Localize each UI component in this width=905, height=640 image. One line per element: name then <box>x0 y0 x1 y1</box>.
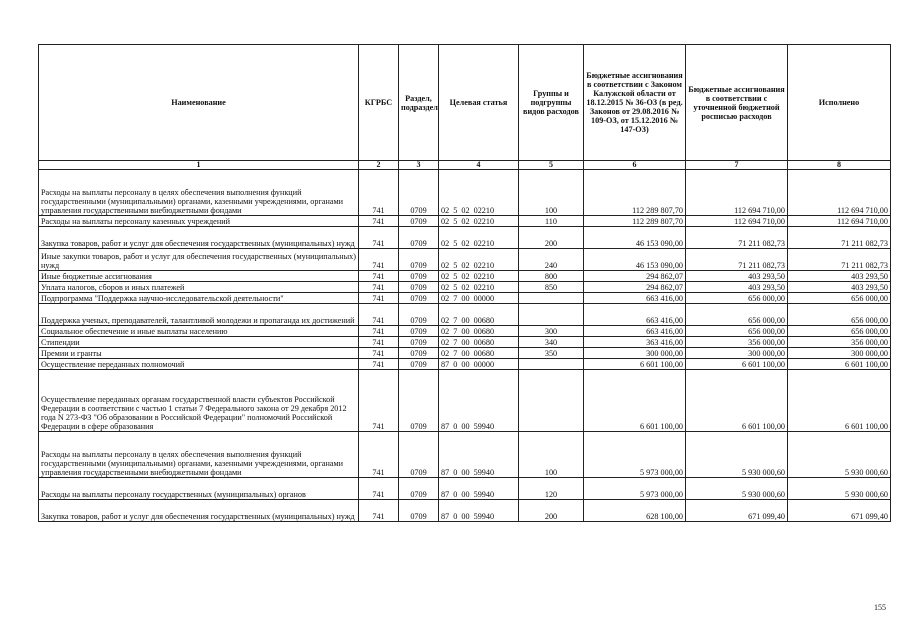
row-section: 0709 <box>399 282 439 293</box>
budget-table <box>38 44 891 522</box>
row-law-allocation: 112 289 807,70 <box>584 170 686 216</box>
header-executed: Исполнено <box>788 45 891 161</box>
row-executed: 71 211 082,73 <box>788 249 891 271</box>
row-executed: 5 930 000,60 <box>788 478 891 500</box>
row-law-allocation: 5 973 000,00 <box>584 432 686 478</box>
row-target: 02 5 02 02210 <box>439 170 519 216</box>
header-law-allocations: Бюджетные ассигнования в соответствии с Законом Калужской области от 18.12.2015 № 36-ОЗ (в ред. Законов от 29.08.2016 № 109-ОЗ, от 15.12.2016 № 147-ОЗ) <box>584 45 686 161</box>
row-section: 0709 <box>399 216 439 227</box>
row-refined-allocation: 656 000,00 <box>686 293 788 304</box>
row-executed: 6 601 100,00 <box>788 359 891 370</box>
header-row <box>39 45 891 161</box>
row-target: 87 0 00 59940 <box>439 432 519 478</box>
row-law-allocation: 46 153 090,00 <box>584 249 686 271</box>
row-group <box>519 370 584 432</box>
row-kgrbs: 741 <box>359 170 399 216</box>
row-target: 02 5 02 02210 <box>439 282 519 293</box>
row-target: 02 5 02 02210 <box>439 249 519 271</box>
row-group: 100 <box>519 170 584 216</box>
row-executed: 656 000,00 <box>788 326 891 337</box>
table-row <box>39 337 891 348</box>
row-refined-allocation: 671 099,40 <box>686 500 788 522</box>
row-executed: 112 694 710,00 <box>788 170 891 216</box>
row-kgrbs: 741 <box>359 500 399 522</box>
row-executed: 300 000,00 <box>788 348 891 359</box>
row-target: 87 0 00 59940 <box>439 370 519 432</box>
column-number-row <box>39 161 891 170</box>
row-target: 87 0 00 59940 <box>439 478 519 500</box>
row-refined-allocation: 5 930 000,60 <box>686 478 788 500</box>
col-number: 5 <box>519 161 584 170</box>
header-kgrbs: КГРБС <box>359 45 399 161</box>
row-group: 100 <box>519 432 584 478</box>
row-executed: 403 293,50 <box>788 282 891 293</box>
row-name: Осуществление переданных органам государственной власти субъектов Российской Федерации в соответствии с частью 1 статьи 7 Федерального закона от 29 декабря 2012 года N 273-ФЗ "Об образовании в Российской Федерации" полномочий Российской Федерации в сфере образования <box>39 370 359 432</box>
header-groups: Группы и подгруппы видов расходов <box>519 45 584 161</box>
row-kgrbs: 741 <box>359 271 399 282</box>
row-name: Расходы на выплаты персоналу в целях обеспечения выполнения функций государственными (муниципальными) органами, казенными учреждениями, органами управления государственными внебюджетными фондами <box>39 432 359 478</box>
row-kgrbs: 741 <box>359 293 399 304</box>
row-refined-allocation: 71 211 082,73 <box>686 227 788 249</box>
row-kgrbs: 741 <box>359 432 399 478</box>
row-section: 0709 <box>399 359 439 370</box>
table-row <box>39 271 891 282</box>
col-number: 4 <box>439 161 519 170</box>
row-executed: 71 211 082,73 <box>788 227 891 249</box>
row-executed: 6 601 100,00 <box>788 370 891 432</box>
row-group: 350 <box>519 348 584 359</box>
col-number: 7 <box>686 161 788 170</box>
row-law-allocation: 112 289 807,70 <box>584 216 686 227</box>
row-section: 0709 <box>399 227 439 249</box>
row-group <box>519 304 584 326</box>
table-row <box>39 293 891 304</box>
row-refined-allocation: 300 000,00 <box>686 348 788 359</box>
row-name: Стипендии <box>39 337 359 348</box>
row-law-allocation: 6 601 100,00 <box>584 359 686 370</box>
row-law-allocation: 6 601 100,00 <box>584 370 686 432</box>
row-name: Подпрограмма "Поддержка научно-исследовательской деятельности" <box>39 293 359 304</box>
row-section: 0709 <box>399 170 439 216</box>
row-refined-allocation: 403 293,50 <box>686 271 788 282</box>
row-target: 02 7 00 00680 <box>439 348 519 359</box>
header-refined-allocations: Бюджетные ассигнования в соответствии с уточненной бюджетной росписью расходов <box>686 45 788 161</box>
row-group <box>519 293 584 304</box>
col-number: 6 <box>584 161 686 170</box>
row-refined-allocation: 656 000,00 <box>686 326 788 337</box>
row-kgrbs: 741 <box>359 337 399 348</box>
col-number: 8 <box>788 161 891 170</box>
row-law-allocation: 663 416,00 <box>584 293 686 304</box>
row-group: 850 <box>519 282 584 293</box>
row-executed: 403 293,50 <box>788 271 891 282</box>
table-row <box>39 249 891 271</box>
row-kgrbs: 741 <box>359 359 399 370</box>
row-section: 0709 <box>399 432 439 478</box>
header-section: Раздел, подраздел <box>399 45 439 161</box>
row-law-allocation: 294 862,07 <box>584 282 686 293</box>
row-name: Социальное обеспечение и иные выплаты населению <box>39 326 359 337</box>
row-section: 0709 <box>399 500 439 522</box>
row-kgrbs: 741 <box>359 348 399 359</box>
row-name: Закупка товаров, работ и услуг для обеспечения государственных (муниципальных) нужд <box>39 500 359 522</box>
row-law-allocation: 663 416,00 <box>584 326 686 337</box>
row-executed: 356 000,00 <box>788 337 891 348</box>
row-name: Уплата налогов, сборов и иных платежей <box>39 282 359 293</box>
row-group: 120 <box>519 478 584 500</box>
col-number: 2 <box>359 161 399 170</box>
row-target: 02 7 00 00000 <box>439 293 519 304</box>
row-refined-allocation: 5 930 000,60 <box>686 432 788 478</box>
row-law-allocation: 663 416,00 <box>584 304 686 326</box>
row-target: 87 0 00 00000 <box>439 359 519 370</box>
row-target: 02 7 00 00680 <box>439 304 519 326</box>
row-executed: 671 099,40 <box>788 500 891 522</box>
row-target: 02 5 02 02210 <box>439 227 519 249</box>
row-name: Расходы на выплаты персоналу в целях обеспечения выполнения функций государственными (муниципальными) органами, казенными учреждениями, органами управления государственными внебюджетными фондами <box>39 170 359 216</box>
row-name: Иные закупки товаров, работ и услуг для обеспечения государственных (муниципальных) нужд <box>39 249 359 271</box>
row-section: 0709 <box>399 249 439 271</box>
row-refined-allocation: 112 694 710,00 <box>686 216 788 227</box>
row-law-allocation: 5 973 000,00 <box>584 478 686 500</box>
table-row <box>39 304 891 326</box>
row-section: 0709 <box>399 326 439 337</box>
table-row <box>39 348 891 359</box>
row-law-allocation: 300 000,00 <box>584 348 686 359</box>
table-row <box>39 432 891 478</box>
row-kgrbs: 741 <box>359 478 399 500</box>
row-kgrbs: 741 <box>359 249 399 271</box>
row-executed: 112 694 710,00 <box>788 216 891 227</box>
row-kgrbs: 741 <box>359 282 399 293</box>
row-refined-allocation: 6 601 100,00 <box>686 359 788 370</box>
header-name: Наименование <box>39 45 359 161</box>
row-group <box>519 359 584 370</box>
row-refined-allocation: 656 000,00 <box>686 304 788 326</box>
row-name: Поддержка ученых, преподавателей, талантливой молодежи и пропаганда их достижений <box>39 304 359 326</box>
table-row <box>39 478 891 500</box>
row-group: 200 <box>519 227 584 249</box>
row-name: Расходы на выплаты персоналу казенных учреждений <box>39 216 359 227</box>
table-row <box>39 370 891 432</box>
row-group: 110 <box>519 216 584 227</box>
row-law-allocation: 628 100,00 <box>584 500 686 522</box>
row-section: 0709 <box>399 271 439 282</box>
table-row <box>39 216 891 227</box>
table-row <box>39 282 891 293</box>
row-kgrbs: 741 <box>359 304 399 326</box>
row-name: Премии и гранты <box>39 348 359 359</box>
row-section: 0709 <box>399 293 439 304</box>
row-executed: 656 000,00 <box>788 304 891 326</box>
row-law-allocation: 294 862,07 <box>584 271 686 282</box>
row-target: 02 5 02 02210 <box>439 271 519 282</box>
row-law-allocation: 46 153 090,00 <box>584 227 686 249</box>
table-row <box>39 170 891 216</box>
row-kgrbs: 741 <box>359 326 399 337</box>
row-target: 87 0 00 59940 <box>439 500 519 522</box>
row-kgrbs: 741 <box>359 227 399 249</box>
row-section: 0709 <box>399 348 439 359</box>
row-name: Осуществление переданных полномочий <box>39 359 359 370</box>
row-executed: 656 000,00 <box>788 293 891 304</box>
page-number: 155 <box>874 603 886 612</box>
row-kgrbs: 741 <box>359 370 399 432</box>
row-kgrbs: 741 <box>359 216 399 227</box>
header-target: Целевая статья <box>439 45 519 161</box>
row-group: 340 <box>519 337 584 348</box>
row-group: 800 <box>519 271 584 282</box>
row-target: 02 5 02 02210 <box>439 216 519 227</box>
table-row <box>39 227 891 249</box>
row-group: 240 <box>519 249 584 271</box>
col-number: 1 <box>39 161 359 170</box>
row-section: 0709 <box>399 337 439 348</box>
row-refined-allocation: 356 000,00 <box>686 337 788 348</box>
row-section: 0709 <box>399 478 439 500</box>
table-row <box>39 359 891 370</box>
row-section: 0709 <box>399 304 439 326</box>
row-group: 200 <box>519 500 584 522</box>
row-target: 02 7 00 00680 <box>439 326 519 337</box>
row-law-allocation: 363 416,00 <box>584 337 686 348</box>
col-number: 3 <box>399 161 439 170</box>
row-executed: 5 930 000,60 <box>788 432 891 478</box>
row-section: 0709 <box>399 370 439 432</box>
row-name: Закупка товаров, работ и услуг для обеспечения государственных (муниципальных) нужд <box>39 227 359 249</box>
row-refined-allocation: 403 293,50 <box>686 282 788 293</box>
table-row <box>39 326 891 337</box>
row-name: Расходы на выплаты персоналу государственных (муниципальных) органов <box>39 478 359 500</box>
row-refined-allocation: 6 601 100,00 <box>686 370 788 432</box>
table-row <box>39 500 891 522</box>
row-name: Иные бюджетные ассигнования <box>39 271 359 282</box>
row-refined-allocation: 112 694 710,00 <box>686 170 788 216</box>
row-group: 300 <box>519 326 584 337</box>
row-target: 02 7 00 00680 <box>439 337 519 348</box>
row-refined-allocation: 71 211 082,73 <box>686 249 788 271</box>
